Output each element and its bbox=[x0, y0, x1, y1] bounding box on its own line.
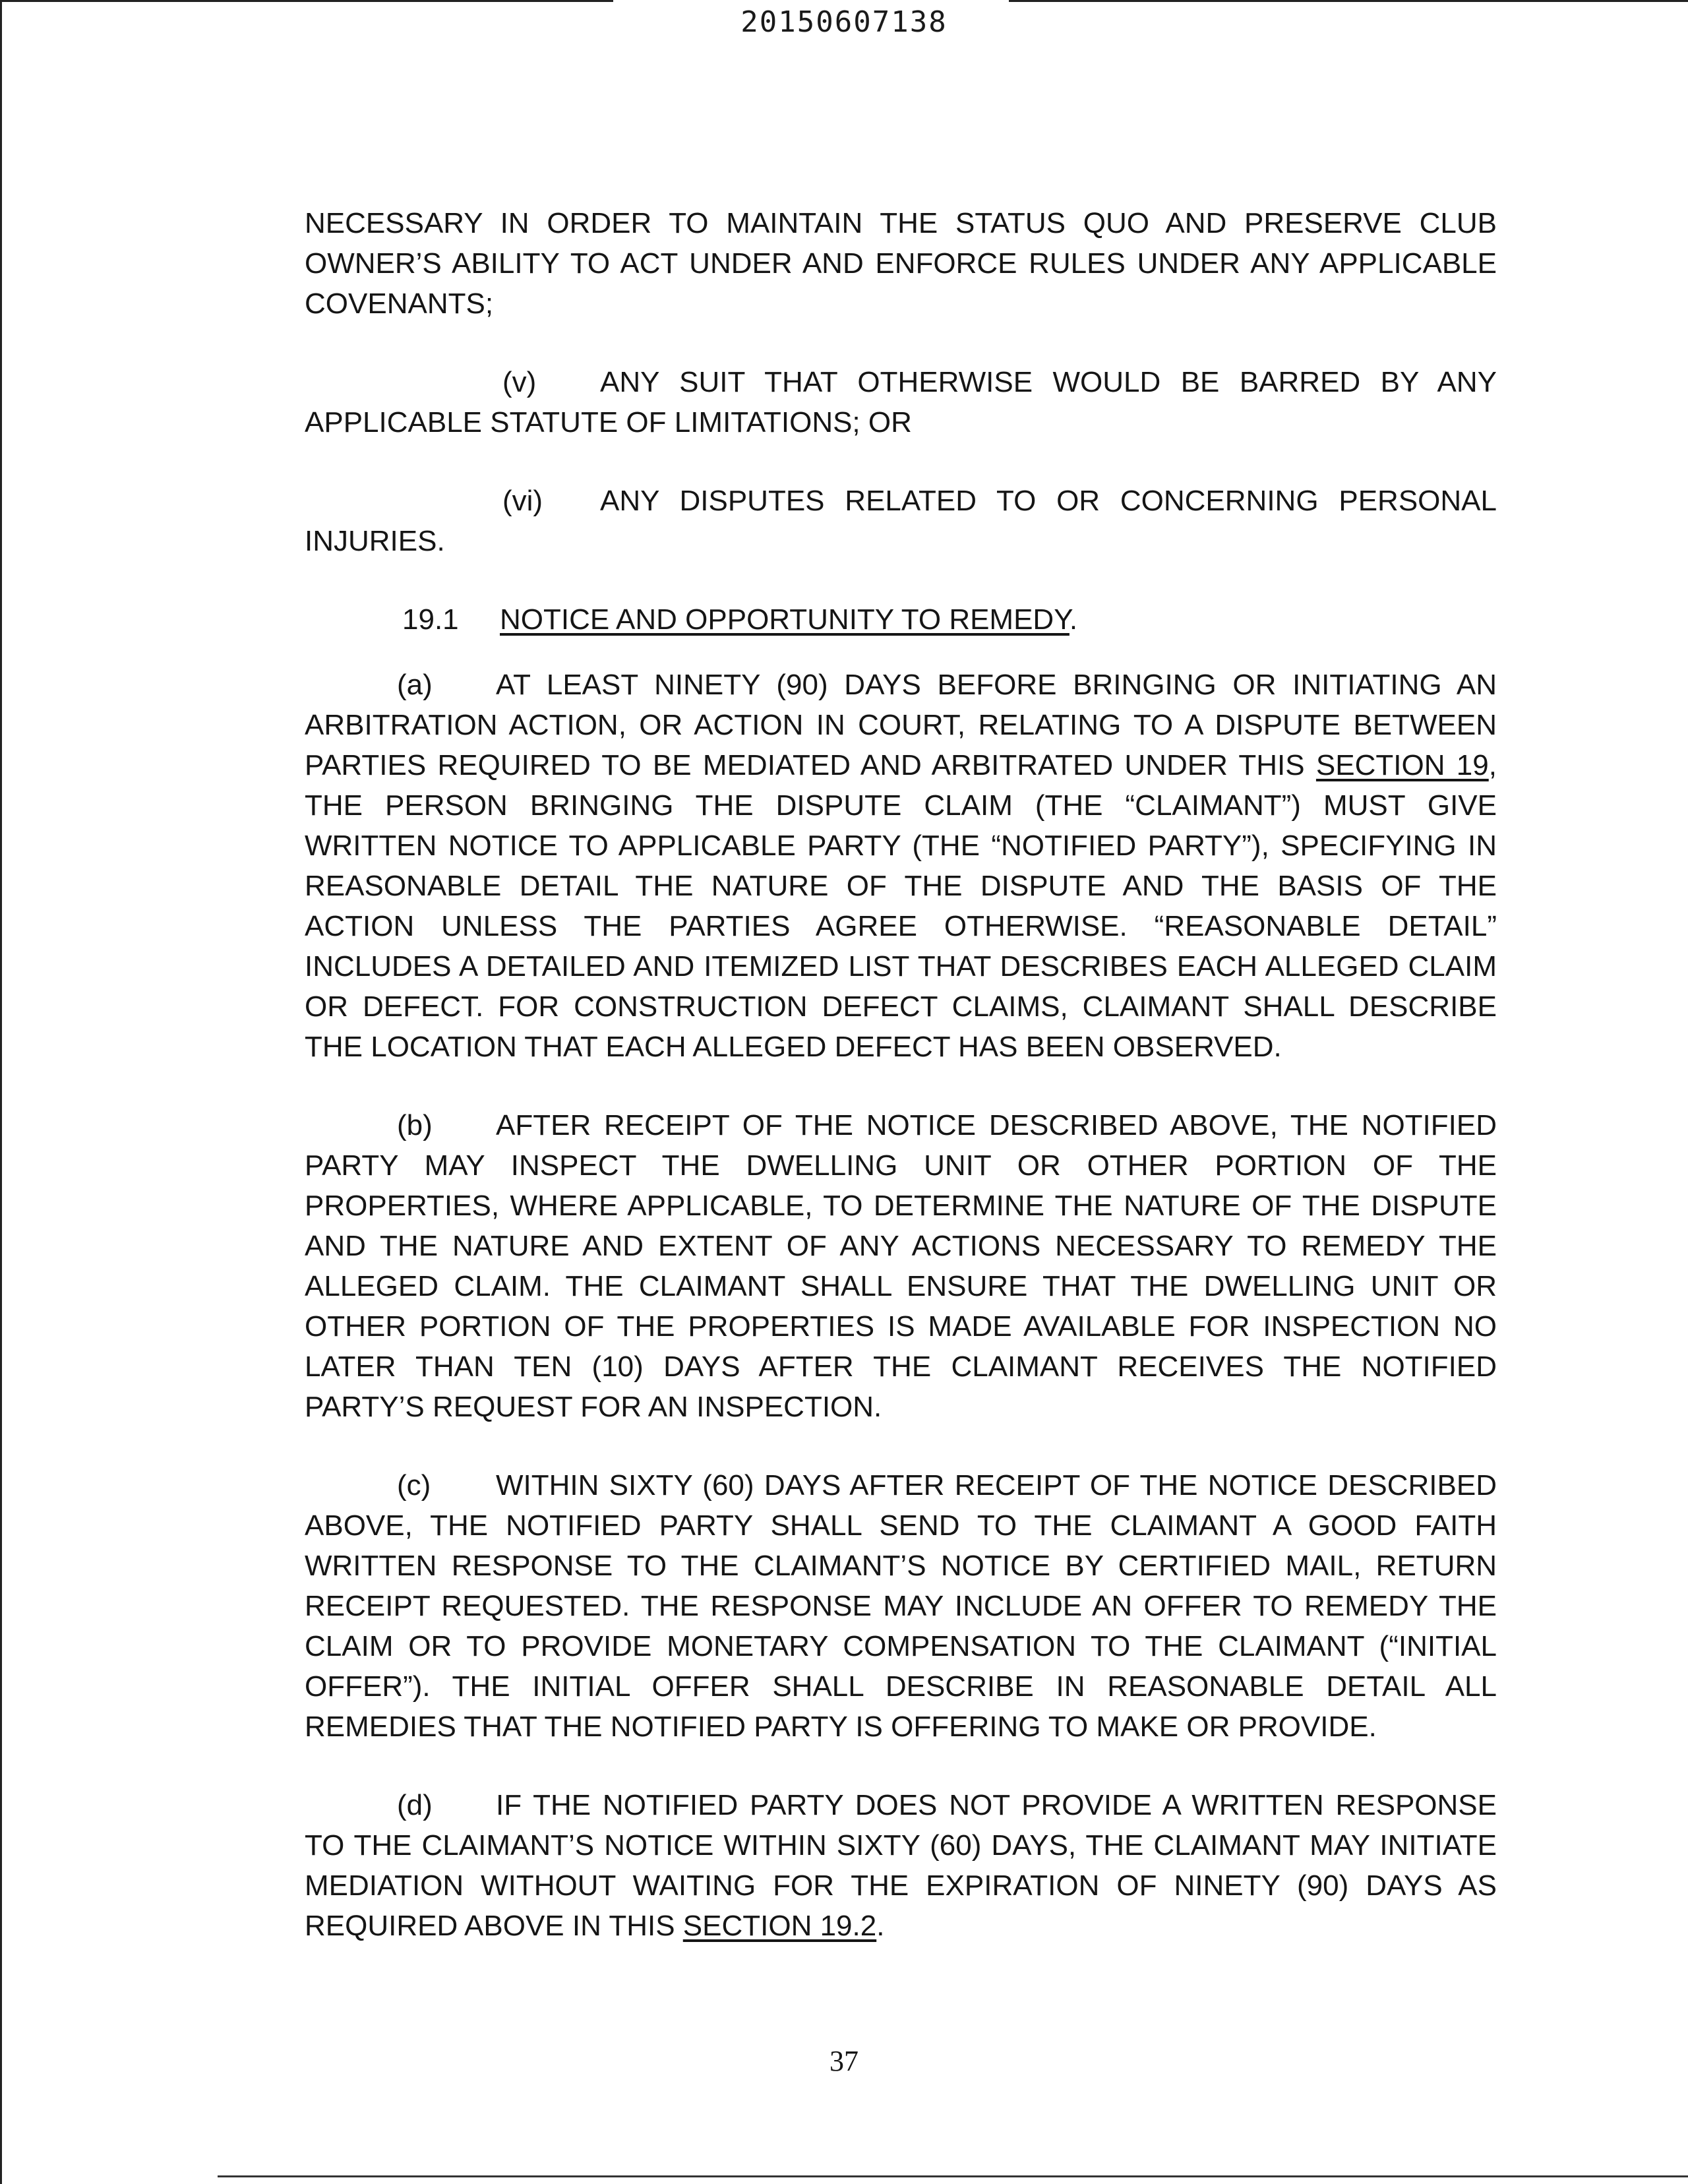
paragraph-label: (c) bbox=[397, 1469, 431, 1502]
section-heading bbox=[402, 599, 1497, 640]
paragraph-text-continued: . bbox=[876, 1910, 885, 1942]
paragraph-label: (d) bbox=[397, 1789, 433, 1821]
paragraph-text: AT LEAST NINETY (90) DAYS BEFORE BRINGING OR INITIATING AN ARBITRATION ACTION, OR ACTION IN COURT, RELATING TO A DISPUTE BETWEEN PARTIES REQUIRED TO BE MEDIATED AND ARBITRATED UNDER THIS bbox=[305, 669, 1497, 781]
section-reference: SECTION 19.2 bbox=[682, 1910, 877, 1942]
paragraph-text: WITHIN SIXTY (60) DAYS AFTER RECEIPT OF THE NOTICE DESCRIBED ABOVE, THE NOTIFIED PARTY SHALL SEND TO THE CLAIMANT A GOOD FAITH WRITTEN RESPONSE TO THE CLAIMANT’S NOTICE BY CERTIFIED MAIL, RETURN RECEIPT REQUESTED. THE RESPONSE MAY INCLUDE AN OFFER TO REMEDY THE CLAIM OR TO PROVIDE MONETARY COMPENSATION TO THE CLAIMANT (“INITIAL OFFER”). THE INITIAL OFFER SHALL DESCRIBE IN REASONABLE DETAIL ALL REMEDIES THAT THE NOTIFIED PARTY IS OFFERING TO MAKE OR PROVIDE. bbox=[305, 1469, 1497, 1743]
paragraph-b bbox=[305, 1105, 1497, 1427]
document-number: 20150607138 bbox=[740, 5, 948, 39]
paragraph-label: (a) bbox=[397, 669, 433, 701]
section-title: NOTICE AND OPPORTUNITY TO REMEDY bbox=[500, 603, 1070, 636]
paragraph-c bbox=[305, 1465, 1497, 1747]
paragraph-text-continued: , THE PERSON BRINGING THE DISPUTE CLAIM (THE “CLAIMANT”) MUST GIVE WRITTEN NOTICE TO APPLICABLE PARTY (THE “NOTIFIED PARTY”), SPECIFYING IN REASONABLE DETAIL THE NATURE OF THE DISPUTE AND THE BASIS OF THE ACTION UNLESS THE PARTIES AGREE OTHERWISE. “REASONABLE DETAIL” INCLUDES A DETAILED AND ITEMIZED LIST THAT DESCRIBES EACH ALLEGED CLAIM OR DEFECT. FOR CONSTRUCTION DEFECT CLAIMS, CLAIMANT SHALL DESCRIBE THE LOCATION THAT EACH ALLEGED DEFECT HAS BEEN OBSERVED. bbox=[305, 749, 1497, 1063]
item-text: ANY SUIT THAT OTHERWISE WOULD BE BARRED BY ANY APPLICABLE STATUTE OF LIMITATIONS; OR bbox=[305, 366, 1497, 439]
paragraph-text: IF THE NOTIFIED PARTY DOES NOT PROVIDE A WRITTEN RESPONSE TO THE CLAIMANT’S NOTICE WITHIN SIXTY (60) DAYS, THE CLAIMANT MAY INITIATE MEDIATION WITHOUT WAITING FOR THE EXPIRATION OF NINETY (90) DAYS AS REQUIRED ABOVE IN THIS bbox=[305, 1789, 1497, 1942]
page-content bbox=[305, 203, 1497, 1984]
item-label: (v) bbox=[502, 366, 537, 398]
list-item-v bbox=[305, 362, 1497, 442]
item-text: ANY DISPUTES RELATED TO OR CONCERNING PERSONAL INJURIES. bbox=[305, 485, 1497, 557]
paragraph-d bbox=[305, 1785, 1497, 1946]
item-label: (vi) bbox=[502, 485, 543, 517]
paragraph-text: AFTER RECEIPT OF THE NOTICE DESCRIBED ABOVE, THE NOTIFIED PARTY MAY INSPECT THE DWELLING UNIT OR OTHER PORTION OF THE PROPERTIES, WHERE APPLICABLE, TO DETERMINE THE NATURE OF THE DISPUTE AND THE NATURE AND EXTENT OF ANY ACTIONS NECESSARY TO REMEDY THE ALLEGED CLAIM. THE CLAIMANT SHALL ENSURE THAT THE DWELLING UNIT OR OTHER PORTION OF THE PROPERTIES IS MADE AVAILABLE FOR INSPECTION NO LATER THAN TEN (10) DAYS AFTER THE CLAIMANT RECEIVES THE NOTIFIED PARTY’S REQUEST FOR AN INSPECTION. bbox=[305, 1109, 1497, 1423]
scan-bottom-border bbox=[218, 2175, 1688, 2177]
scan-top-border-right bbox=[1009, 0, 1688, 2]
paragraph-label: (b) bbox=[397, 1109, 433, 1141]
scan-top-border-left bbox=[0, 0, 613, 2]
page-number: 37 bbox=[829, 2045, 859, 2077]
scan-left-border bbox=[0, 0, 2, 2184]
section-title-period: . bbox=[1069, 603, 1078, 636]
section-reference: SECTION 19 bbox=[1315, 749, 1489, 781]
paragraph-a bbox=[305, 665, 1497, 1067]
section-number: 19.1 bbox=[402, 603, 459, 636]
continuation-paragraph: NECESSARY IN ORDER TO MAINTAIN THE STATUS QUO AND PRESERVE CLUB OWNER’S ABILITY TO ACT UNDER AND ENFORCE RULES UNDER ANY APPLICABLE COVENANTS; bbox=[305, 207, 1497, 320]
list-item-vi bbox=[305, 481, 1497, 561]
